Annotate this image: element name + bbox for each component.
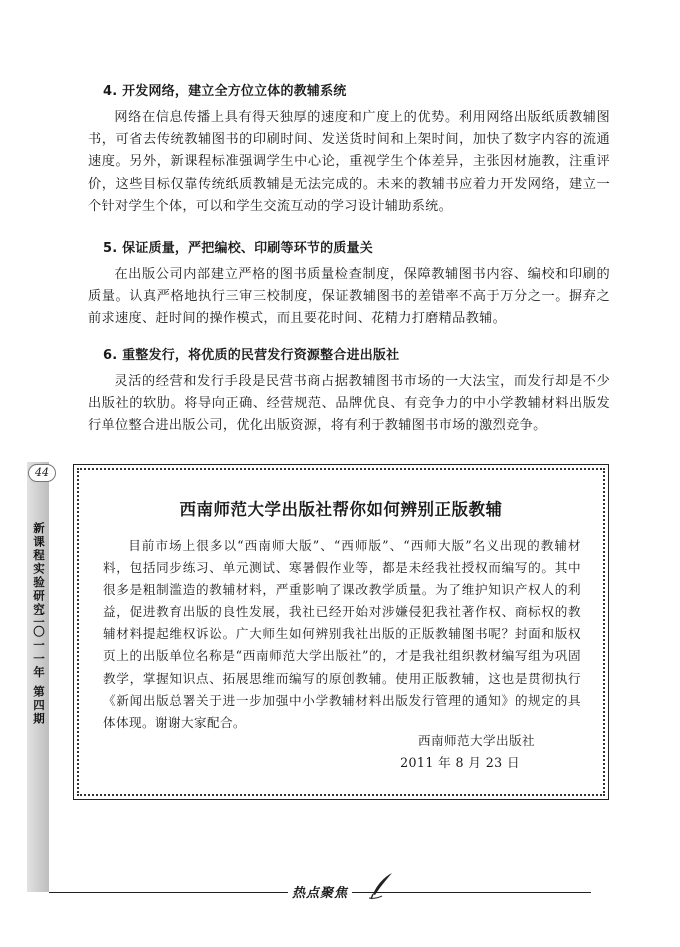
section-5 bbox=[88, 237, 610, 331]
section-heading: 6. 重整发行，将优质的民营发行资源整合进出版社 bbox=[103, 348, 400, 363]
issue-label: 二〇一一年 第四期 bbox=[32, 612, 46, 727]
section-paragraph: 灵活的经营和发行手段是民营书商占据教辅图书市场的一大法宝，而发行却是不少出版社的软肋。将导向正确、经营规范、品牌优良、有竞争力的中小学教辅材料出版发行单位整合进出版公司，优化出版资源，将有利于教辅图书市场的激烈竞争。 bbox=[88, 374, 610, 434]
section-heading: 5. 保证质量，严把编校、印刷等环节的质量关 bbox=[103, 241, 373, 256]
notice-signature: 西南师范大学出版社 bbox=[418, 733, 535, 748]
section-heading: 4. 开发网络，建立全方位立体的教辅系统 bbox=[103, 84, 347, 99]
journal-name: 新课程实验研究 bbox=[32, 522, 46, 617]
page-number: 44 bbox=[28, 464, 56, 482]
notice-date: 2011 年 8 月 23 日 bbox=[400, 755, 520, 770]
section-paragraph: 在出版公司内部建立严格的图书质量检查制度，保障教辅图书内容、编校和印刷的质量。认真严格地执行三审三校制度，保证教辅图书的差错率不高于万分之一。摒弃之前求速度、赶时间的操作模式，而且要花时间、花精力打磨精品教辅。 bbox=[88, 267, 610, 327]
section-4 bbox=[88, 80, 610, 218]
quill-pen-icon bbox=[368, 872, 394, 900]
section-paragraph: 网络在信息传播上具有得天独厚的速度和广度上的优势。利用网络出版纸质教辅图书，可省去传统教辅图书的印刷时间、发送货时间和上架时间，加快了数字内容的流通速度。另外，新课程标准强调学生中心论，重视学生个体差异，主张因材施教，注重评价，这些目标仅靠传统纸质教辅是无法完成的。未来的教辅书应着力开发网络，建立一个针对学生个体，可以和学生交流互动的学习设计辅助系统。 bbox=[88, 110, 610, 214]
section-6 bbox=[88, 344, 610, 438]
notice-body: 目前市场上很多以“西南师大版”、“西师版”、“西师大版”名义出现的教辅材料，包括同步练习、单元测试、寒暑假作业等，都是未经我社授权而编写的。其中很多是粗制滥造的教辅材料，严重影响了课改教学质量。为了维护知识产权人的利益，促进教育出版的良性发展，我社已经开始对涉嫌侵犯我社著作权、商标权的教辅材料提起维权诉讼。广大师生如何辨别我社出版的正版教辅图书呢？封面和版权页上的出版单位名称是“西南师范大学出版社”的，才是我社组织教材编写组为巩固教学，掌握知识点、拓展思维而编写的原创教辅。使用正版教辅，这也是贯彻执行《新闻出版总署关于进一步加强中小学教辅材料出版发行管理的通知》的规定的具体体现。谢谢大家配合。 bbox=[103, 538, 581, 730]
notice-title: 西南师范大学出版社帮你如何辨别正版教辅 bbox=[179, 500, 503, 519]
notice-box bbox=[73, 464, 609, 800]
footer-section-label: 热点聚焦 bbox=[288, 882, 352, 901]
